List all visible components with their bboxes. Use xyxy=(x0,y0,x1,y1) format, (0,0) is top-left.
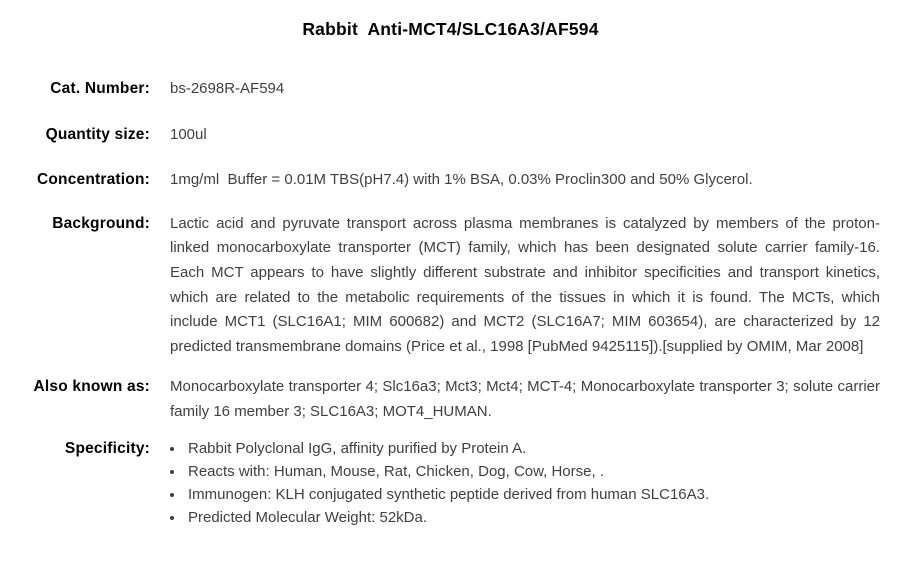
specificity-value xyxy=(170,437,880,530)
concentration-value: 1mg/ml Buffer = 0.01M TBS(pH7.4) with 1% BSA, 0.03% Proclin300 and 50% Glycerol. xyxy=(170,171,753,189)
list-item: • Rabbit Polyclonal IgG, affinity purified by Protein A. xyxy=(185,437,880,460)
field-row-cat-number xyxy=(0,77,901,102)
field-row-quantity-size xyxy=(0,123,901,148)
list-item: • Immunogen: KLH conjugated synthetic peptide derived from human SLC16A3. xyxy=(185,483,880,506)
specificity-list xyxy=(170,437,880,530)
also-known-as-label: Also known as: xyxy=(33,378,150,396)
field-row-background xyxy=(0,212,901,360)
page-title: Rabbit Anti-MCT4/SLC16A3/AF594 xyxy=(302,19,599,39)
specificity-label: Specificity: xyxy=(64,439,150,457)
also-known-as-value: Monocarboxylate transporter 4; Slc16a3; Mct3; Mct4; MCT-4; Monocarboxylate transporter 3; solute carrier family 16 member 3; SLC16A3; MOT4_HUMAN. xyxy=(170,378,880,420)
background-value: Lactic acid and pyruvate transport across plasma membranes is catalyzed by members of the proton-linked monocarboxylate transporter (MCT) family, which has been designated solute carrier family-16. Each MCT appears to have slightly different substrate and inhibitor specificities and transport kinetics, which are related to the metabolic requirements of the tissues in which it is found. The MCTs, which include MCT1 (SLC16A1; MIM 600682) and MCT2 (SLC16A7; MIM 603654), are characterized by 12 predicted transmembrane domains (Price et al., 1998 [PubMed 9425115]).[supplied by OMIM, Mar 2008] xyxy=(170,214,880,355)
field-row-concentration xyxy=(0,168,901,193)
quantity-size-value: 100ul xyxy=(170,125,207,143)
cat-number-label: Cat. Number: xyxy=(50,80,150,97)
field-row-specificity xyxy=(0,437,901,530)
quantity-size-label: Quantity size: xyxy=(45,125,150,143)
list-item: • Reacts with: Human, Mouse, Rat, Chicken, Dog, Cow, Horse, . xyxy=(185,460,880,483)
field-row-also-known-as xyxy=(0,375,901,424)
concentration-label: Concentration: xyxy=(36,171,150,189)
cat-number-value: bs-2698R-AF594 xyxy=(170,80,285,97)
background-label: Background: xyxy=(52,214,150,232)
list-item: • Predicted Molecular Weight: 52kDa. xyxy=(185,506,880,529)
